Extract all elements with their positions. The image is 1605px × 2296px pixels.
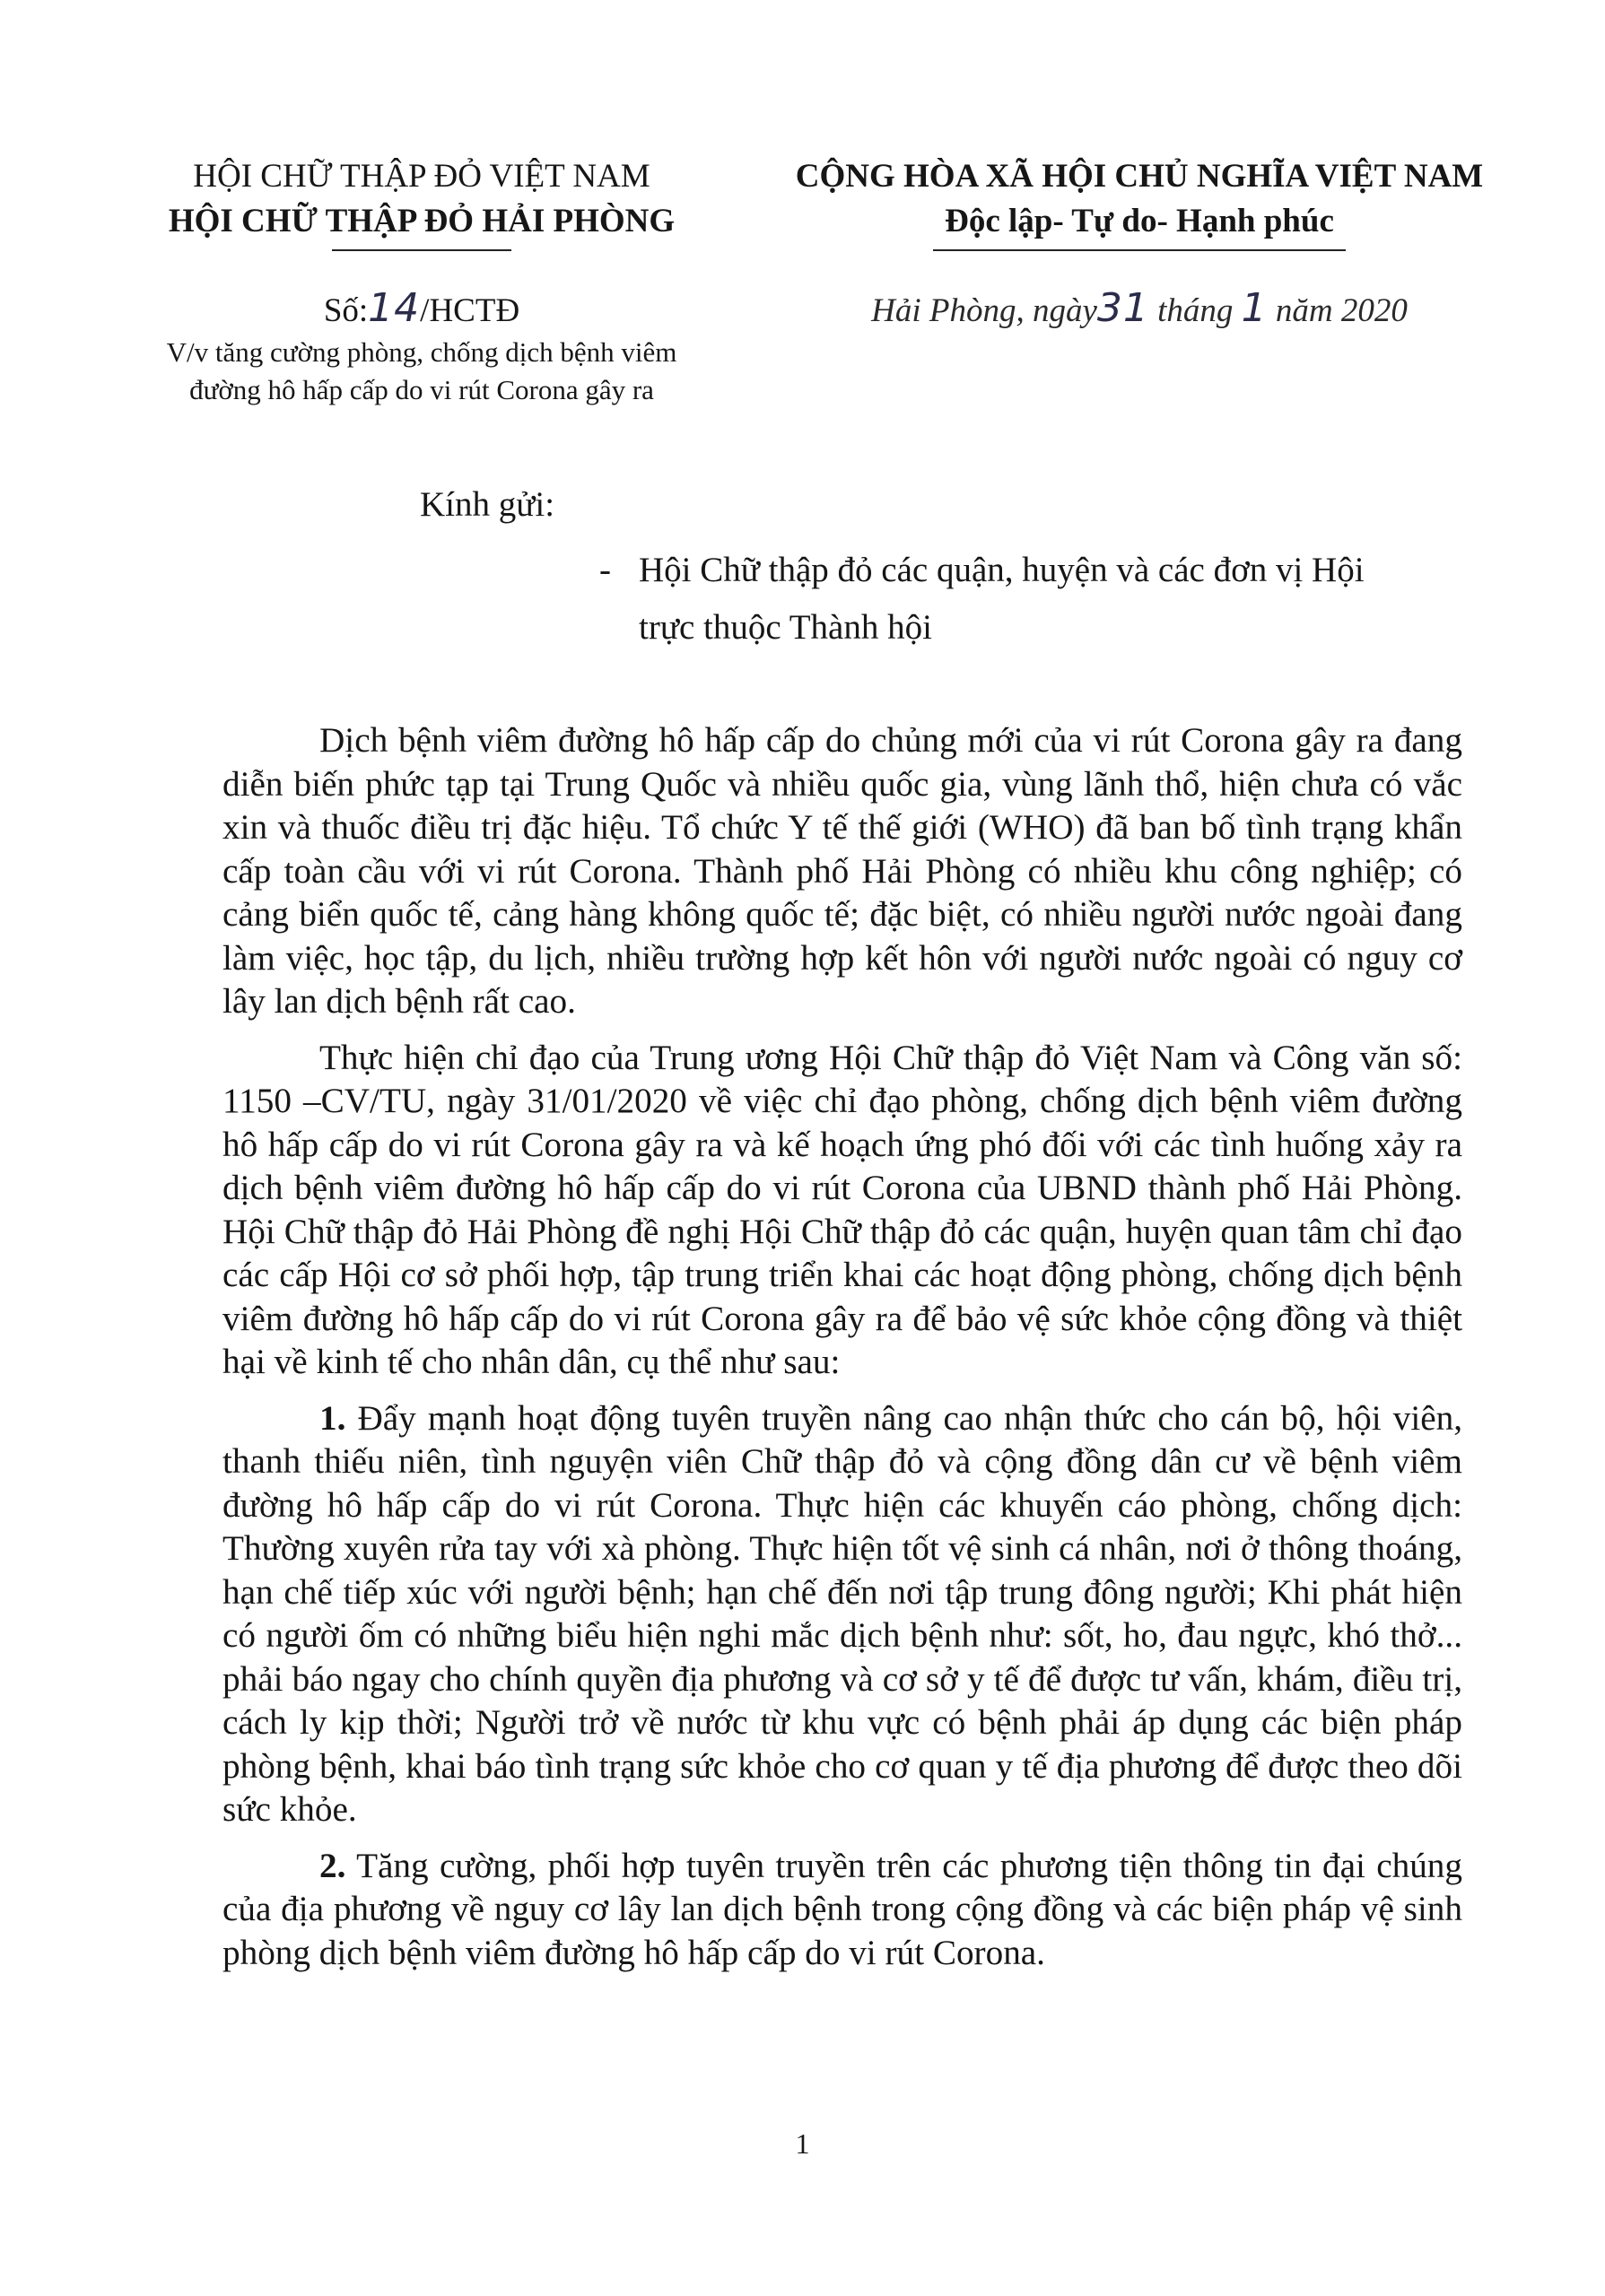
item-2 <box>222 1845 1462 1976</box>
national-motto: Độc lập- Tự do- Hạnh phúc <box>945 203 1334 239</box>
organization-header <box>144 154 700 251</box>
document-body <box>222 719 1462 1987</box>
year-label: năm 2020 <box>1275 292 1408 329</box>
handwritten-number: 14 <box>368 285 421 331</box>
item-2-text: Tăng cường, phối hợp tuyên truyền trên các phương tiện thông tin đại chúng của địa phương về nguy cơ lây lan dịch bệnh trong cộng đồng và các biện pháp vệ sinh phòng dịch bệnh viêm đường hô hấp cấp do vi rút Corona. <box>222 1846 1462 1972</box>
org-underline <box>332 249 511 251</box>
paragraph-directive: Thực hiện chỉ đạo của Trung ương Hội Chữ thập đỏ Việt Nam và Công văn số: 1150 –CV/TU, ngày 31/01/2020 về việc chỉ đạo phòng, chống dịch bệnh viêm đường hô hấp cấp do vi rút Corona gây ra và kế hoạch ứng phó đối với các tình huống xảy ra dịch bệnh viêm đường hô hấp cấp do vi rút Corona của UBND thành phố Hải Phòng. Hội Chữ thập đỏ Hải Phòng đề nghị Hội Chữ thập đỏ các quận, huyện quan tâm chỉ đạo các cấp Hội cơ sở phối hợp, tập trung triển khai các hoạt động phòng, chống dịch bệnh viêm đường hô hấp cấp do vi rút Corona gây ra để bảo vệ sức khỏe cộng đồng và thiệt hại về kinh tế cho nhân dân, cụ thể như sau: <box>222 1038 1462 1381</box>
subject-line-2: đường hô hấp cấp do vi rút Corona gây ra <box>189 374 654 405</box>
recipient-text-1: Hội Chữ thập đỏ các quận, huyện và các đơn vị Hội <box>639 551 1365 589</box>
page-number: 1 <box>795 2127 810 2160</box>
recipient-line-1 <box>599 542 1496 599</box>
item-1-number: 1. <box>319 1398 346 1438</box>
document-subject <box>126 334 718 409</box>
subject-line-1: V/v tăng cường phòng, chống dịch bệnh viêm <box>166 336 677 368</box>
document-number <box>144 285 700 331</box>
national-header <box>772 154 1507 251</box>
motto-underline <box>933 249 1346 251</box>
number-prefix: Số: <box>323 292 369 329</box>
issuing-organization: HỘI CHỮ THẬP ĐỎ HẢI PHÒNG <box>168 203 676 239</box>
parent-organization: HỘI CHỮ THẬP ĐỎ VIỆT NAM <box>193 158 650 195</box>
date-prefix: Hải Phòng, ngày <box>871 292 1097 329</box>
item-1 <box>222 1397 1462 1832</box>
list-dash: - <box>599 551 611 589</box>
handwritten-day: 31 <box>1096 285 1149 331</box>
recipient-line-2: trực thuộc Thành hội <box>639 608 932 647</box>
handwritten-month: 1 <box>1241 285 1268 331</box>
addressee-label: Kính gửi: <box>420 485 555 524</box>
republic-title: CỘNG HÒA XÃ HỘI CHỦ NGHĨA VIỆT NAM <box>795 158 1484 195</box>
paragraph-context: Dịch bệnh viêm đường hô hấp cấp do chủng mới của vi rút Corona gây ra đang diễn biến phức tạp tại Trung Quốc và nhiều quốc gia, vùng lãnh thổ, hiện chưa có vắc xin và thuốc điều trị đặc hiệu. Tổ chức Y tế thế giới (WHO) đã ban bố tình trạng khẩn cấp toàn cầu với vi rút Corona. Thành phố Hải Phòng có nhiều khu công nghiệp; có cảng biển quốc tế, cảng hàng không quốc tế; đặc biệt, có nhiều người nước ngoài đang làm việc, học tập, du lịch, nhiều trường hợp kết hôn với người nước ngoài có nguy cơ lây lan dịch bệnh rất cao. <box>222 721 1462 1021</box>
item-1-text: Đẩy mạnh hoạt động tuyên truyền nâng cao nhận thức cho cán bộ, hội viên, thanh thiếu niên, tình nguyện viên Chữ thập đỏ và cộng đồng dân cư về bệnh viêm đường hô hấp cấp do vi rút Corona. Thực hiện các khuyến cáo phòng, chống dịch: Thường xuyên rửa tay với xà phòng. Thực hiện tốt vệ sinh cá nhân, nơi ở thông thoáng, hạn chế tiếp xúc với người bệnh; hạn chế đến nơi tập trung đông người; Khi phát hiện có người ốm có những biểu hiện nghi mắc dịch bệnh như: sốt, ho, đau ngực, khó thở... phải báo ngay cho chính quyền địa phương và cơ sở y tế để được tư vấn, khám, điều trị, cách ly kịp thời; Người trở về nước từ khu vực có bệnh phải áp dụng các biện pháp phòng bệnh, khai báo tình trạng sức khỏe cho cơ quan y tế địa phương để được theo dõi sức khỏe. <box>222 1398 1462 1829</box>
recipient-list <box>599 542 1496 657</box>
number-suffix: /HCTĐ <box>420 292 520 329</box>
date-line <box>772 285 1507 331</box>
month-label: tháng <box>1157 292 1234 329</box>
item-2-number: 2. <box>319 1846 346 1885</box>
